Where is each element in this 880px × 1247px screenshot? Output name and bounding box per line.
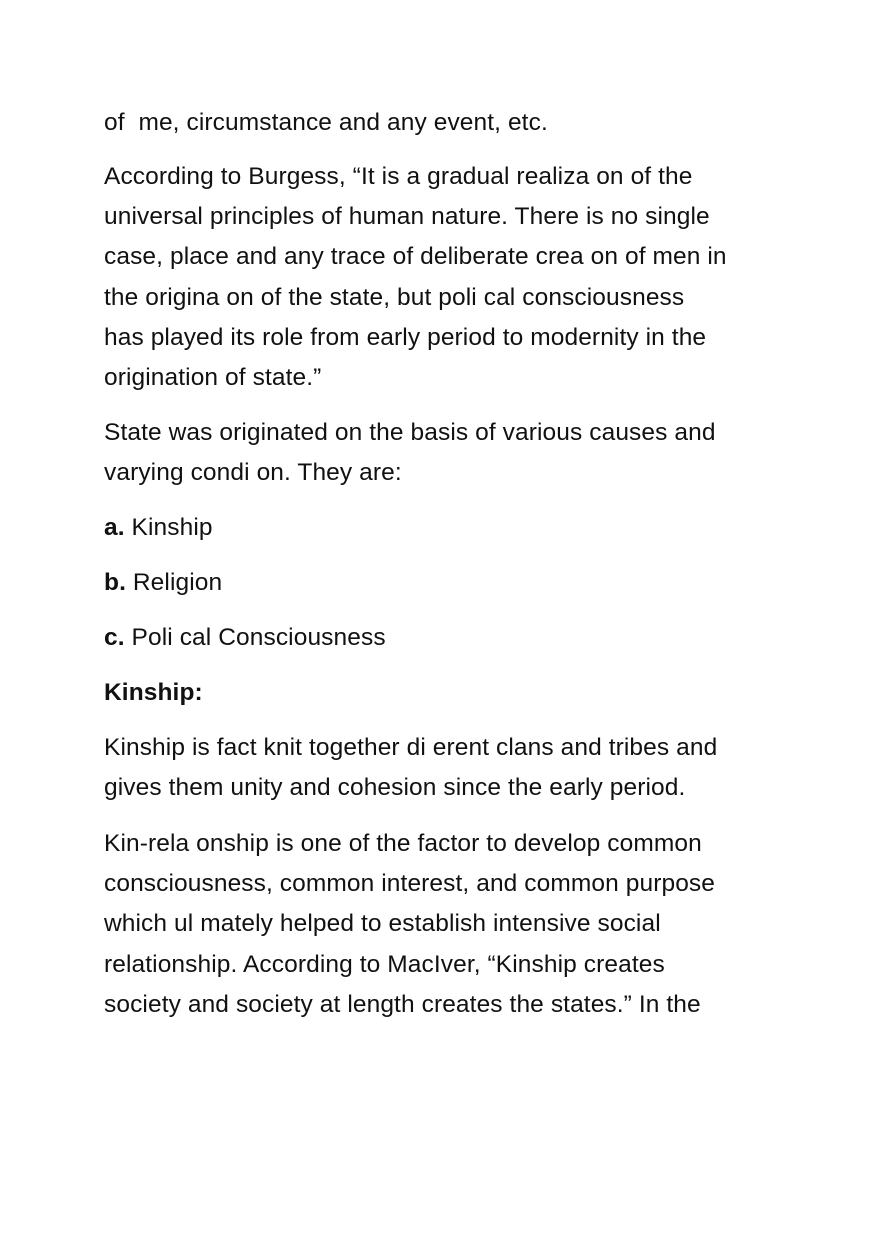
text-line: varying condi on. They are: (104, 459, 402, 486)
section-heading: Kinship: (104, 679, 203, 706)
text-line: has played its role from early period to modernity in the (104, 324, 707, 351)
list-item-text: Kinship (124, 514, 213, 541)
text-line: State was originated on the basis of various causes and (104, 419, 716, 446)
text-line: society and society at length creates the states.” In the (104, 991, 701, 1018)
list-marker: c. (104, 624, 125, 651)
list-item-text: Religion (125, 569, 223, 596)
list-marker: b. (104, 569, 126, 596)
text-line: Kin-rela onship is one of the factor to develop common (104, 830, 702, 857)
text-line: gives them unity and cohesion since the early period. (104, 774, 686, 801)
list-item-text: Poli cal Consciousness (124, 624, 386, 651)
text-line: the origina on of the state, but poli cal consciousness (104, 284, 685, 311)
text-line: relationship. According to MacIver, “Kinship creates (104, 951, 665, 978)
text-line: origination of state.” (104, 364, 322, 391)
list-item (104, 623, 386, 653)
list-item (104, 513, 213, 543)
text-line: which ul mately helped to establish intensive social (104, 910, 661, 937)
text-line: universal principles of human nature. There is no single (104, 203, 710, 230)
list-marker: a. (104, 514, 125, 541)
text-line: case, place and any trace of deliberate crea on of men in (104, 243, 727, 270)
text-line: Kinship is fact knit together di erent clans and tribes and (104, 734, 718, 761)
text-line: consciousness, common interest, and common purpose (104, 870, 715, 897)
text-line: of me, circumstance and any event, etc. (104, 109, 548, 136)
text-line: According to Burgess, “It is a gradual realiza on of the (104, 163, 693, 190)
list-item (104, 568, 222, 598)
